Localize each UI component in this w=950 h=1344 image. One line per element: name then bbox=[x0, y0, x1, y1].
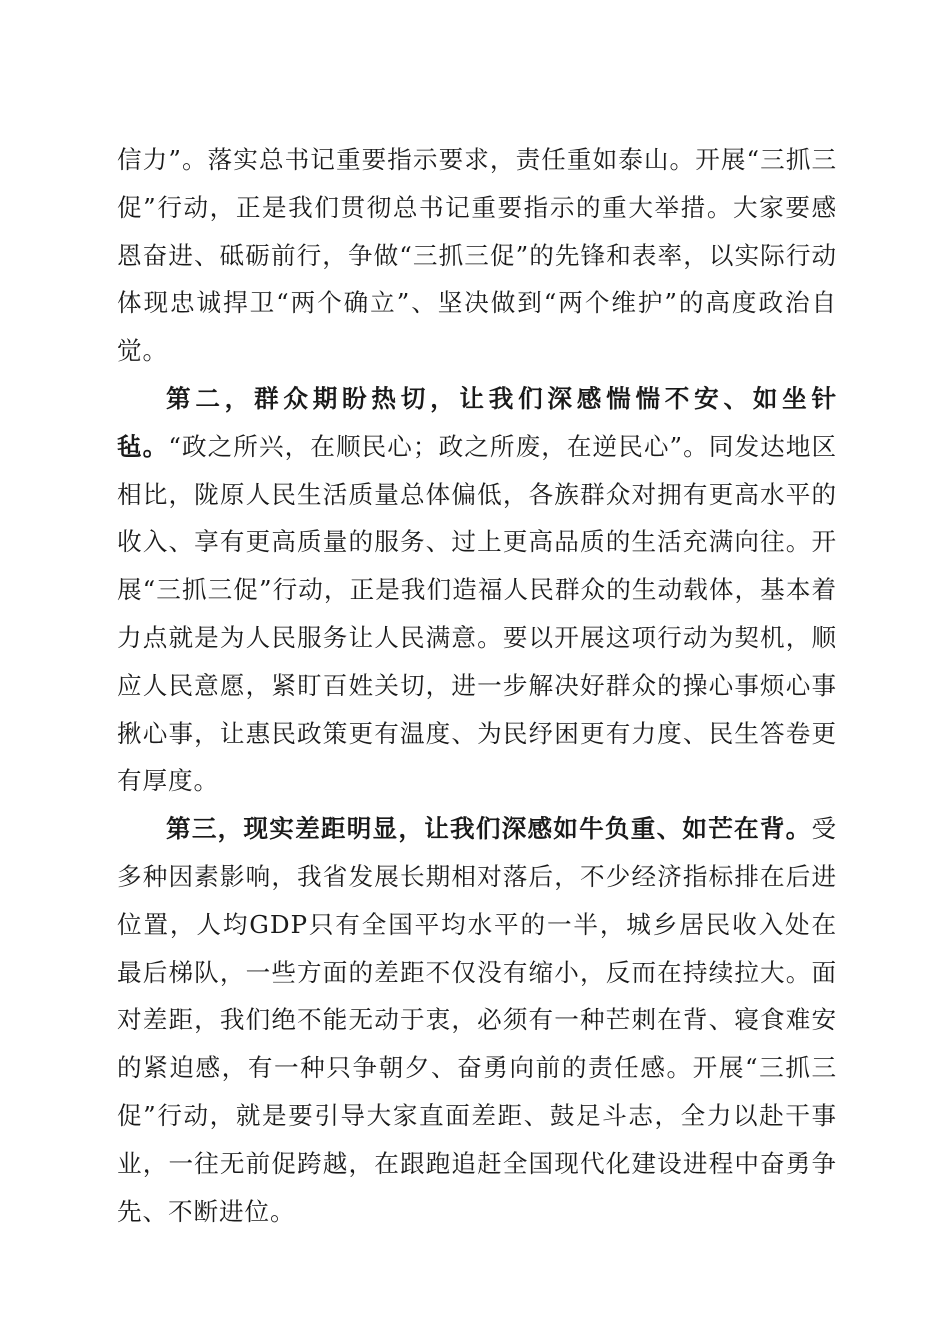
paragraph-1-text: 信力”。落实总书记重要指示要求，责任重如泰山。开展“三抓三促”行动，正是我们贯彻总书记重要指示的重大举措。大家要感恩奋进、砥砺前行，争做“三抓三促”的先锋和表率，以实际行动体现忠诚捍卫“两个确立”、坚决做到“两个维护”的高度政治自觉。 bbox=[117, 145, 837, 366]
paragraph-2-lead: 第二，群众期盼热切，让我们深感惴惴不安、如坐针毡。 bbox=[117, 383, 837, 461]
paragraph-3-lead: 第三，现实差距明显，让我们深感如牛负重、如芒在背。 bbox=[166, 814, 812, 844]
paragraph-2 bbox=[117, 375, 837, 805]
paragraph-3 bbox=[117, 805, 837, 1235]
paragraph-3-text: 受多种因素影响，我省发展长期相对落后，不少经济指标排在后进位置，人均GDP只有全国平均水平的一半，城乡居民收入处在最后梯队，一些方面的差距不仅没有缩小，反而在持续拉大。面对差距，我们绝不能无动于衷，必须有一种芒刺在背、寝食难安的紧迫感，有一种只争朝夕、奋勇向前的责任感。开展“三抓三促”行动，就是要引导大家直面差距、鼓足斗志，全力以赴干事业，一往无前促跨越，在跟跑追赶全国现代化建设进程中奋勇争先、不断进位。 bbox=[117, 814, 837, 1226]
paragraph-1 bbox=[117, 136, 837, 375]
paragraph-2-text: “政之所兴，在顺民心；政之所废，在逆民心”。同发达地区相比，陇原人民生活质量总体偏低，各族群众对拥有更高水平的收入、享有更高质量的服务、过上更高品质的生活充满向往。开展“三抓三促”行动，正是我们造福人民群众的生动载体，基本着力点就是为人民服务让人民满意。要以开展这项行动为契机，顺应人民意愿，紧盯百姓关切，进一步解决好群众的操心事烦心事揪心事，让惠民政策更有温度、为民纾困更有力度、民生答卷更有厚度。 bbox=[117, 431, 837, 796]
document-body bbox=[117, 136, 837, 1235]
